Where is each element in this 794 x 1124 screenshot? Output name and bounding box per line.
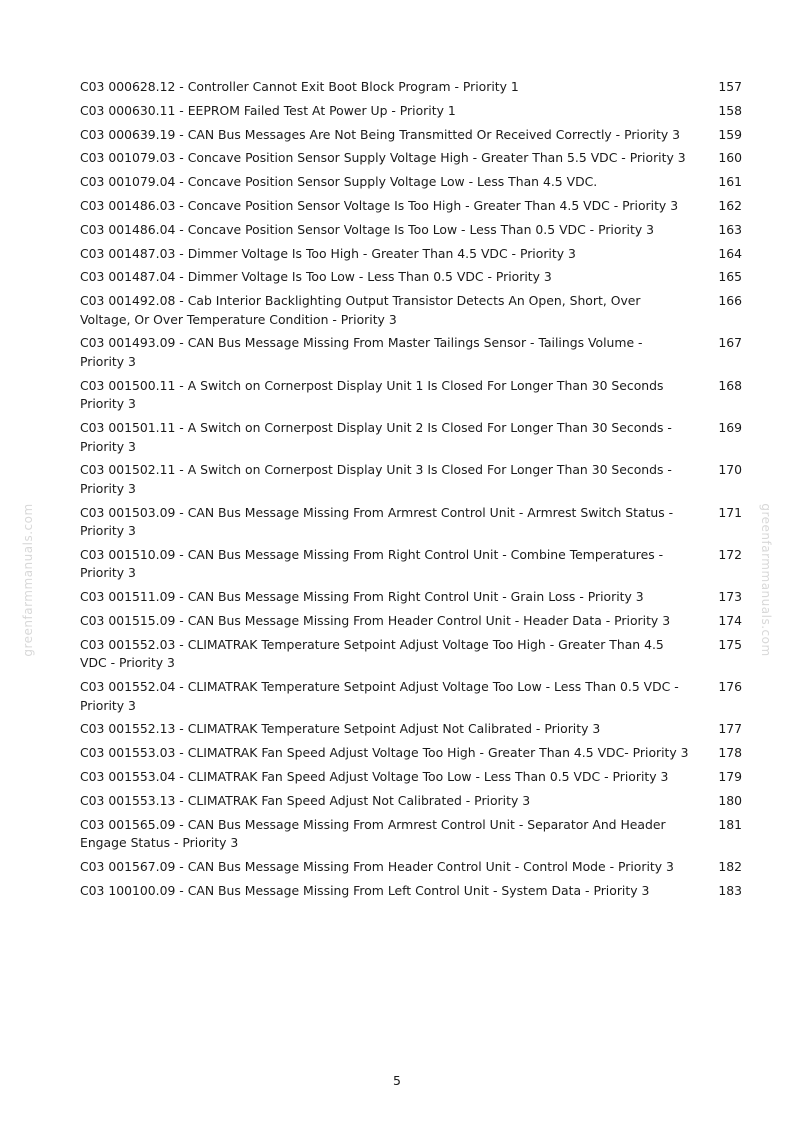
- toc-entry-title: C03 001487.03 - Dimmer Voltage Is Too High - Greater Than 4.5 VDC - Priority 3: [80, 245, 576, 261]
- toc-entry-page: 166: [718, 293, 742, 309]
- toc-entry-page: 171: [718, 504, 742, 520]
- toc-entry[interactable]: [80, 546, 742, 583]
- page-number: 5: [393, 1073, 401, 1088]
- toc-entry-title: C03 001552.03 - CLIMATRAK Temperature Setpoint Adjust Voltage Too High - Greater Than 4.5 VDC - Priority 3: [80, 636, 664, 671]
- toc-entry-page: 180: [718, 792, 742, 808]
- toc-entry-page: 163: [718, 221, 742, 237]
- toc-entry[interactable]: [80, 882, 742, 901]
- toc-entry-page: 168: [718, 377, 742, 393]
- toc-entry-page: 178: [718, 745, 742, 761]
- toc-entry[interactable]: [80, 419, 742, 456]
- toc-entry[interactable]: [80, 720, 742, 739]
- toc-entry-title: C03 000630.11 - EEPROM Failed Test At Power Up - Priority 1: [80, 102, 456, 118]
- toc-entry-title: C03 001510.09 - CAN Bus Message Missing From Right Control Unit - Combine Temperatures - Priority 3: [80, 546, 664, 581]
- toc-entry-title: C03 001565.09 - CAN Bus Message Missing From Armrest Control Unit - Separator And Header Engage Status - Priority 3: [80, 816, 666, 851]
- toc-entry-title: C03 001553.03 - CLIMATRAK Fan Speed Adjust Voltage Too High - Greater Than 4.5 VDC- Priority 3: [80, 745, 689, 761]
- toc-entry-title: C03 001079.04 - Concave Position Sensor Supply Voltage Low - Less Than 4.5 VDC.: [80, 174, 598, 190]
- toc-entry-page: 170: [718, 462, 742, 478]
- toc-entry-title: C03 001502.11 - A Switch on Cornerpost Display Unit 3 Is Closed For Longer Than 30 Seconds - Priority 3: [80, 462, 672, 496]
- toc-entry-page: 173: [718, 589, 742, 605]
- watermark-right: greenfarmmanuals.com: [759, 503, 773, 657]
- toc-entry[interactable]: [80, 173, 742, 192]
- toc-entry[interactable]: [80, 678, 742, 715]
- toc-entry-page: 175: [718, 636, 742, 652]
- toc-entry-title: C03 001552.04 - CLIMATRAK Temperature Setpoint Adjust Voltage Too Low - Less Than 0.5 VDC - Priority 3: [80, 679, 679, 713]
- toc-entry-page: 176: [718, 679, 742, 695]
- toc-entry[interactable]: [80, 816, 742, 853]
- toc-entry[interactable]: [80, 792, 742, 811]
- toc-entry-page: 159: [718, 126, 742, 142]
- toc-entry[interactable]: [80, 504, 742, 541]
- toc-entry-page: 182: [718, 858, 742, 874]
- toc-entry-page: 158: [718, 102, 742, 118]
- table-of-contents: [80, 78, 742, 906]
- toc-entry-title: C03 000639.19 - CAN Bus Messages Are Not Being Transmitted Or Received Correctly - Priority 3: [80, 126, 680, 142]
- toc-entry[interactable]: [80, 334, 742, 371]
- toc-entry-page: 177: [718, 721, 742, 737]
- toc-entry[interactable]: [80, 768, 742, 787]
- toc-entry[interactable]: [80, 126, 742, 145]
- toc-entry-title: C03 001503.09 - CAN Bus Message Missing From Armrest Control Unit - Armrest Switch Status - Priority 3: [80, 504, 674, 539]
- toc-entry-page: 162: [718, 197, 742, 213]
- toc-entry[interactable]: [80, 588, 742, 607]
- toc-entry[interactable]: [80, 612, 742, 631]
- toc-entry-page: 181: [718, 816, 742, 832]
- toc-entry[interactable]: [80, 268, 742, 287]
- toc-entry-title: C03 001553.04 - CLIMATRAK Fan Speed Adjust Voltage Too Low - Less Than 0.5 VDC - Priority 3: [80, 769, 669, 785]
- toc-entry-page: 179: [718, 769, 742, 785]
- toc-entry-title: C03 001486.04 - Concave Position Sensor Voltage Is Too Low - Less Than 0.5 VDC - Priority 3: [80, 221, 655, 237]
- watermark-left: greenfarmmanuals.com: [21, 503, 35, 657]
- toc-entry-title: C03 001493.09 - CAN Bus Message Missing From Master Tailings Sensor - Tailings Volume - Priority 3: [80, 335, 643, 369]
- toc-entry[interactable]: [80, 149, 742, 168]
- toc-entry-title: C03 001501.11 - A Switch on Cornerpost Display Unit 2 Is Closed For Longer Than 30 Seconds - Priority 3: [80, 420, 672, 454]
- toc-entry-title: C03 001487.04 - Dimmer Voltage Is Too Low - Less Than 0.5 VDC - Priority 3: [80, 269, 552, 285]
- toc-entry-title: C03 001553.13 - CLIMATRAK Fan Speed Adjust Not Calibrated - Priority 3: [80, 792, 531, 808]
- toc-entry-title: C03 001500.11 - A Switch on Cornerpost Display Unit 1 Is Closed For Longer Than 30 Seconds Priority 3: [80, 377, 664, 412]
- toc-entry-title: C03 000628.12 - Controller Cannot Exit Boot Block Program - Priority 1: [80, 79, 519, 94]
- toc-entry[interactable]: [80, 78, 742, 97]
- toc-entry-page: 160: [718, 150, 742, 166]
- toc-entry-page: 157: [718, 79, 742, 94]
- toc-entry[interactable]: [80, 102, 742, 121]
- toc-entry-page: 161: [718, 174, 742, 190]
- toc-entry-title: C03 001492.08 - Cab Interior Backlighting Output Transistor Detects An Open, Short, Over Voltage, Or Over Temperature Condition - Priority 3: [80, 293, 641, 327]
- toc-entry[interactable]: [80, 292, 742, 329]
- toc-entry-title: C03 001511.09 - CAN Bus Message Missing From Right Control Unit - Grain Loss - Priority 3: [80, 589, 644, 605]
- toc-entry[interactable]: [80, 197, 742, 216]
- toc-entry-title: C03 001079.03 - Concave Position Sensor Supply Voltage High - Greater Than 5.5 VDC - Priority 3: [80, 150, 686, 166]
- toc-entry[interactable]: [80, 221, 742, 240]
- toc-entry[interactable]: [80, 245, 742, 264]
- toc-entry-page: 174: [718, 613, 742, 629]
- toc-entry-page: 172: [718, 546, 742, 562]
- toc-entry-title: C03 001552.13 - CLIMATRAK Temperature Setpoint Adjust Not Calibrated - Priority 3: [80, 721, 601, 737]
- toc-entry-title: C03 100100.09 - CAN Bus Message Missing From Left Control Unit - System Data - Priority 3: [80, 882, 650, 898]
- toc-entry[interactable]: [80, 858, 742, 877]
- toc-entry[interactable]: [80, 377, 742, 414]
- toc-entry-page: 164: [718, 245, 742, 261]
- toc-entry-title: C03 001567.09 - CAN Bus Message Missing From Header Control Unit - Control Mode - Priority 3: [80, 858, 674, 874]
- toc-entry-page: 169: [718, 420, 742, 436]
- toc-entry[interactable]: [80, 636, 742, 673]
- toc-entry-page: 183: [718, 882, 742, 898]
- toc-entry[interactable]: [80, 744, 742, 763]
- toc-entry-title: C03 001515.09 - CAN Bus Message Missing From Header Control Unit - Header Data - Priority 3: [80, 613, 671, 629]
- toc-entry[interactable]: [80, 461, 742, 498]
- toc-entry-page: 165: [718, 269, 742, 285]
- toc-entry-title: C03 001486.03 - Concave Position Sensor Voltage Is Too High - Greater Than 4.5 VDC - Priority 3: [80, 197, 679, 213]
- toc-entry-page: 167: [718, 335, 742, 351]
